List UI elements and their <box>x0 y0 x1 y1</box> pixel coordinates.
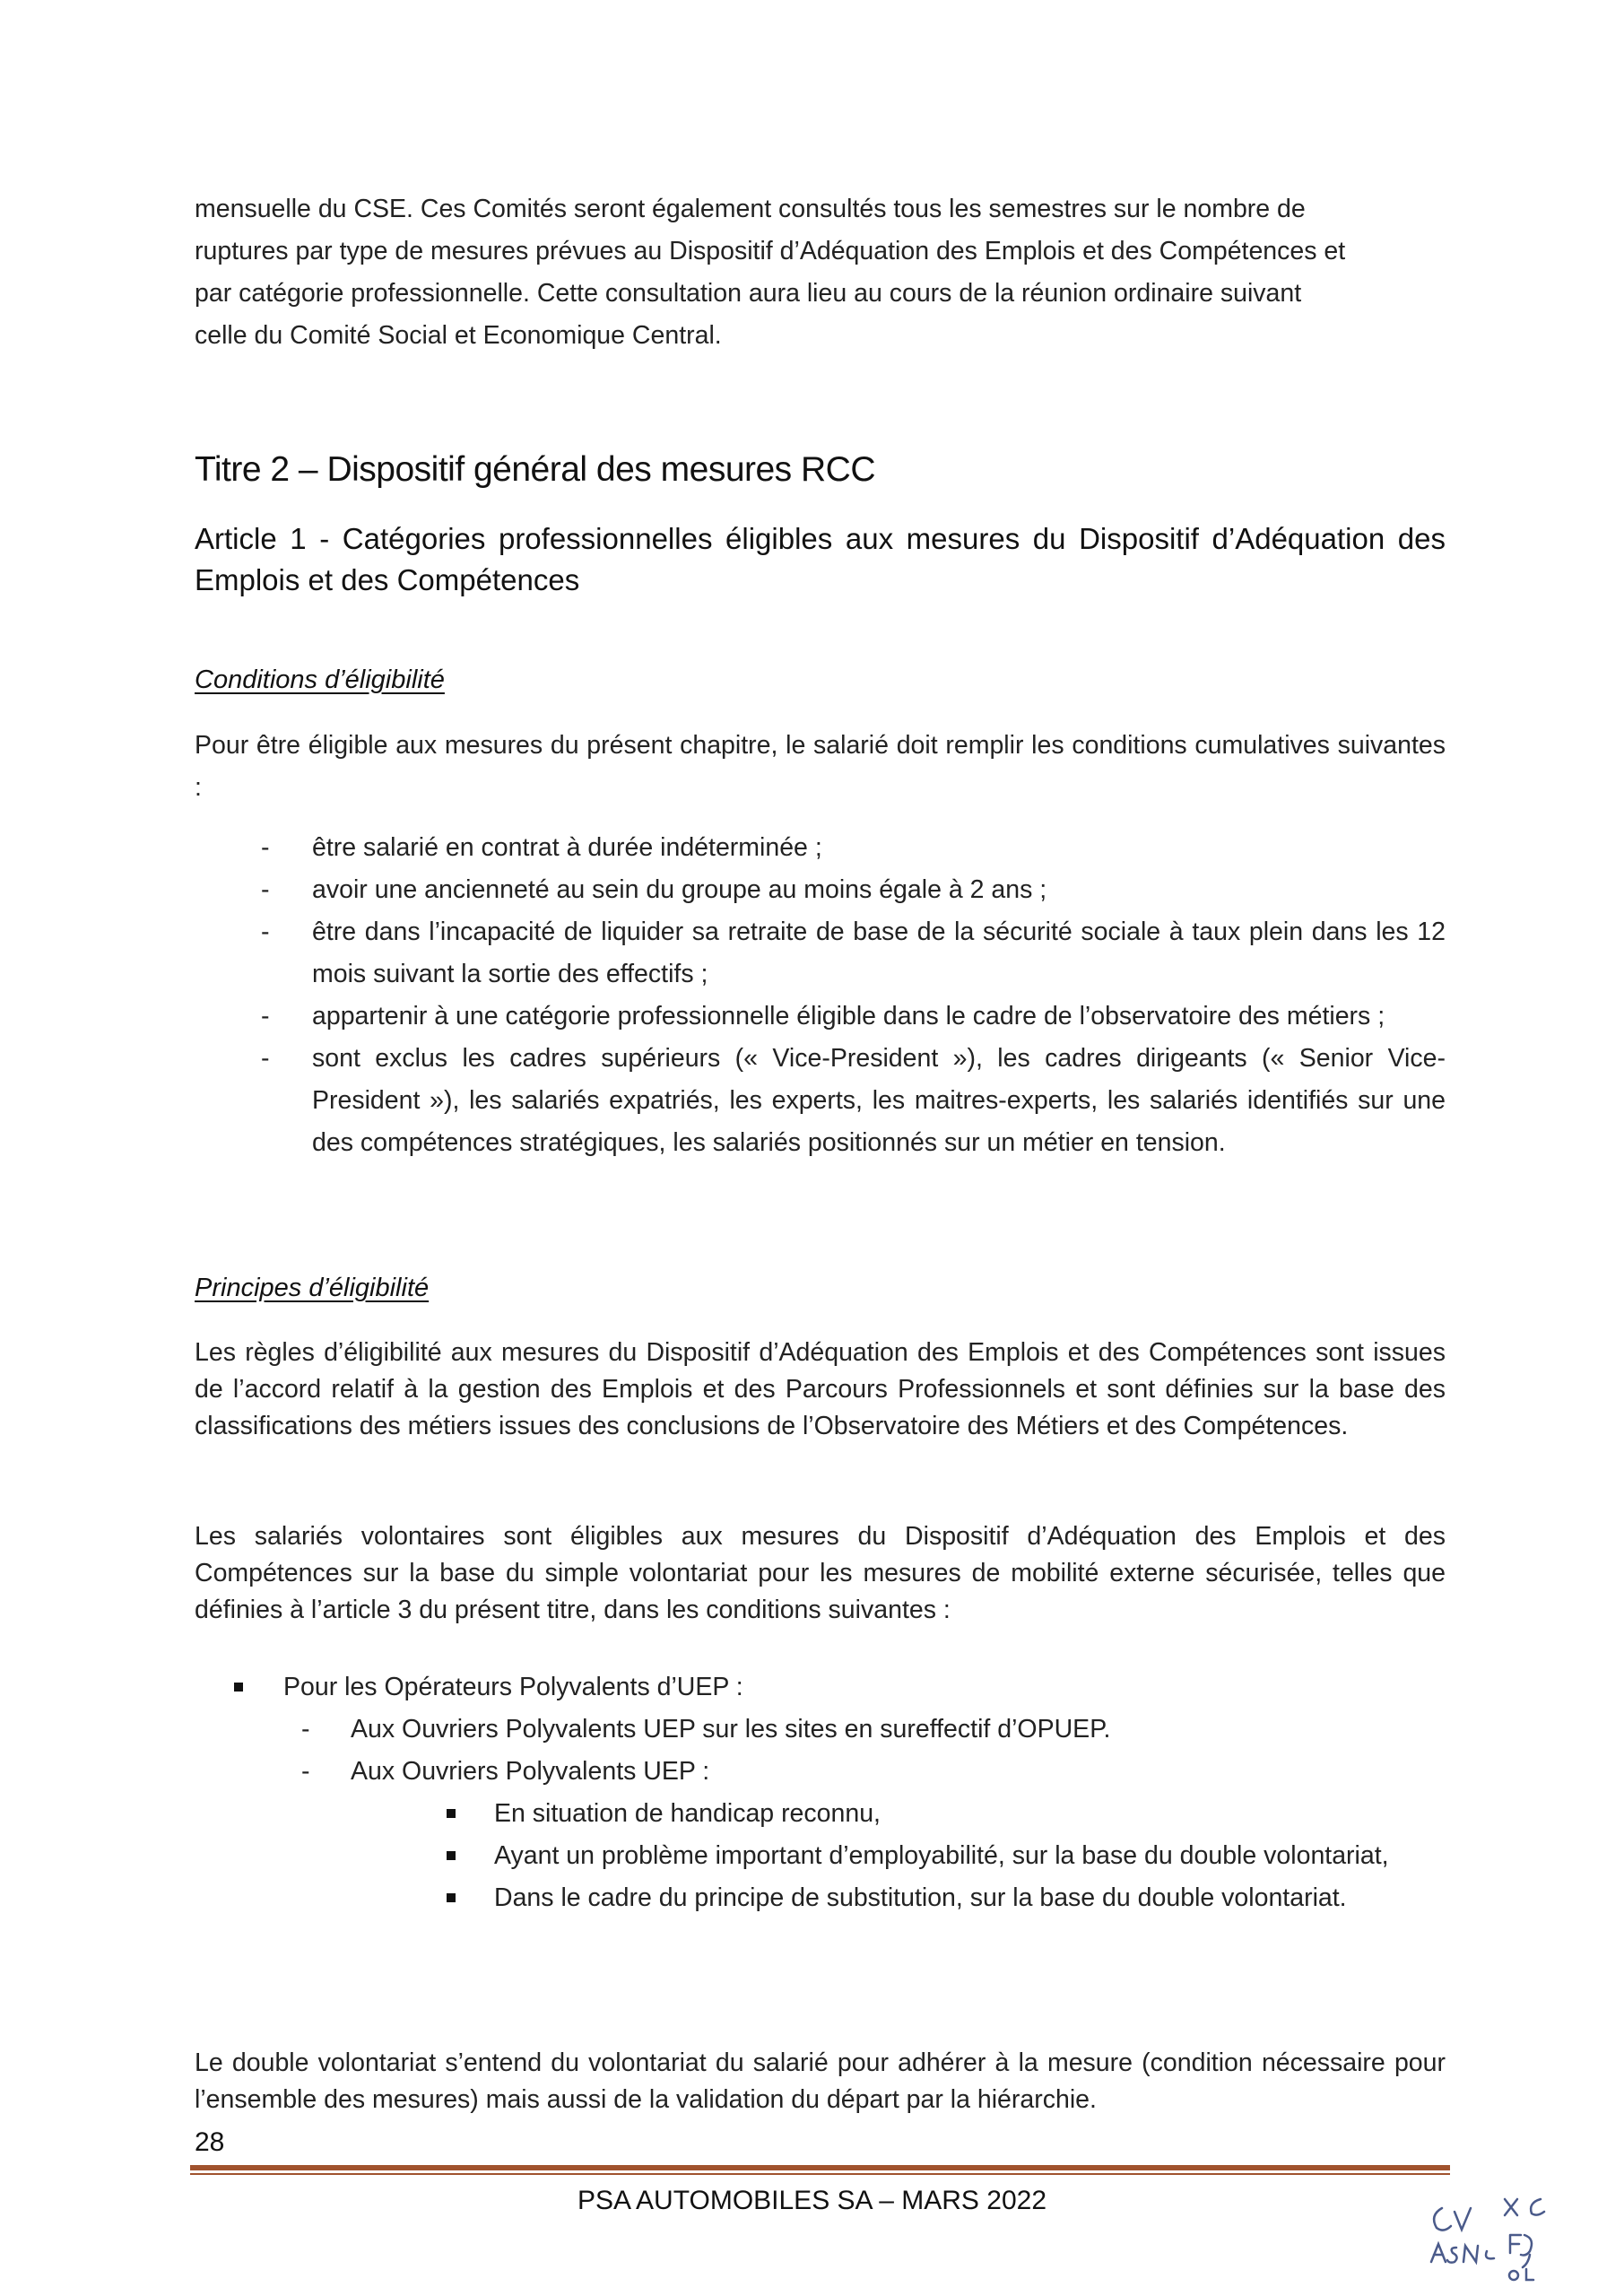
square-bullet-icon <box>234 1683 243 1692</box>
conditions-heading: Conditions d’éligibilité <box>195 665 445 694</box>
list-item: En situation de handicap reconnu, <box>195 1793 1446 1835</box>
section-title: Titre 2 – Dispositif général des mesures RCC <box>195 450 876 489</box>
article-heading: Article 1 - Catégories professionnelles éligibles aux mesures du Dispositif d’Adéquation des Emplois et des Compétences <box>195 522 1446 596</box>
volontariat-list <box>195 1666 1446 1919</box>
list-item: Ayant un problème important d’employabilité, sur la base du double volontariat, <box>195 1835 1446 1877</box>
footer-rule <box>190 2165 1450 2170</box>
list-item: - être salarié en contrat à durée indéterminée ; <box>195 827 1446 869</box>
dash-marker: - <box>301 1715 310 1744</box>
list-item: - sont exclus les cadres supérieurs (« Vice-President »), les cadres dirigeants (« Senior Vice-President »), les salariés expatriés, les experts, les maitres-experts, les salariés identifiés sur une des compétences stratégiques, les salariés positionnés sur un métier en tension. <box>195 1038 1446 1164</box>
dash-marker: - <box>261 1002 270 1031</box>
dash-marker: - <box>261 918 270 946</box>
list-item: - Aux Ouvriers Polyvalents UEP sur les sites en sureffectif d’OPUEP. <box>195 1709 1446 1751</box>
principes-heading: Principes d’éligibilité <box>195 1274 430 1302</box>
principes-paragraph-1: Les règles d’éligibilité aux mesures du Dispositif d’Adéquation des Emplois et des Compétences sont issues de l’accord relatif à la gestion des Emplois et des Parcours Professionnels et sont définies sur la base des classifications des métiers issues des conclusions de l’Observatoire des Métiers et des Compétences. <box>195 1338 1446 1440</box>
dash-marker: - <box>261 1044 270 1073</box>
principes-paragraph-2: Les salariés volontaires sont éligibles aux mesures du Dispositif d’Adéquation des Emplois et des Compétences sur la base du simple volontariat pour les mesures de mobilité externe sécurisée, telles que définies à l’article 3 du présent titre, dans les conditions suivantes : <box>195 1522 1446 1624</box>
intro-line: par catégorie professionnelle. Cette consultation aura lieu au cours de la réunion ordinaire suivant <box>195 279 1302 308</box>
square-bullet-icon <box>447 1893 456 1902</box>
page-number: 28 <box>195 2127 225 2157</box>
square-bullet-icon <box>447 1851 456 1860</box>
list-item: Dans le cadre du principe de substitution, sur la base du double volontariat. <box>195 1877 1446 1919</box>
handwritten-initials <box>1417 2188 1569 2287</box>
list-item: - appartenir à une catégorie professionnelle éligible dans le cadre de l’observatoire des métiers ; <box>195 996 1446 1038</box>
list-item: - Aux Ouvriers Polyvalents UEP : <box>195 1751 1446 1793</box>
intro-line: celle du Comité Social et Economique Central. <box>195 321 722 350</box>
intro-line: ruptures par type de mesures prévues au Dispositif d’Adéquation des Emplois et des Compétences et <box>195 237 1346 265</box>
dash-marker: - <box>301 1757 310 1786</box>
footer-text: PSA AUTOMOBILES SA – MARS 2022 <box>577 2186 1047 2215</box>
intro-paragraph <box>195 188 1446 357</box>
list-item: - avoir une ancienneté au sein du groupe au moins égale à 2 ans ; <box>195 869 1446 911</box>
principes-paragraph-3: Le double volontariat s’entend du volontariat du salarié pour adhérer à la mesure (condition nécessaire pour l’ensemble des mesures) mais aussi de la validation du départ par la hiérarchie. <box>195 2048 1446 2114</box>
intro-line: mensuelle du CSE. Ces Comités seront également consultés tous les semestres sur le nombre de <box>195 195 1306 223</box>
dash-marker: - <box>261 833 270 862</box>
conditions-intro: Pour être éligible aux mesures du présent chapitre, le salarié doit remplir les conditions cumulatives suivantes : <box>195 731 1446 802</box>
list-item: - être dans l’incapacité de liquider sa retraite de base de la sécurité sociale à taux plein dans les 12 mois suivant la sortie des effectifs ; <box>195 911 1446 996</box>
conditions-list <box>195 827 1446 1164</box>
square-bullet-icon <box>447 1809 456 1818</box>
dash-marker: - <box>261 875 270 904</box>
list-item: Pour les Opérateurs Polyvalents d’UEP : <box>195 1666 1446 1709</box>
footer-rule-thin <box>190 2173 1450 2175</box>
